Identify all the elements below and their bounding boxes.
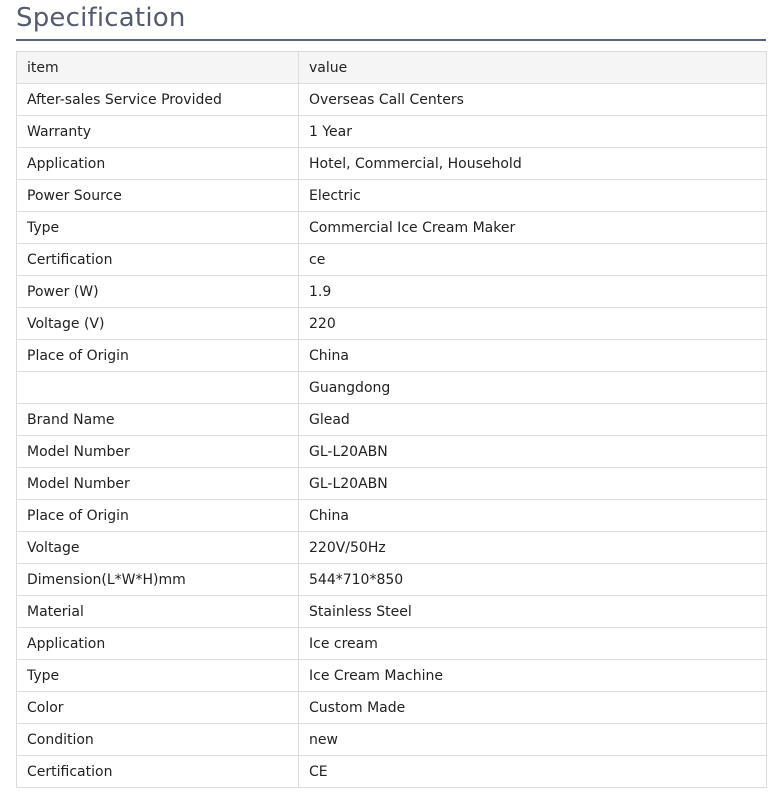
specification-table-body — [17, 52, 767, 788]
spec-value-cell: 220V/50Hz — [299, 532, 767, 564]
table-row — [17, 180, 767, 212]
spec-item-cell: Power (W) — [17, 276, 299, 308]
table-row — [17, 84, 767, 116]
spec-item-cell: Power Source — [17, 180, 299, 212]
table-row — [17, 244, 767, 276]
table-row — [17, 500, 767, 532]
spec-value-cell: Hotel, Commercial, Household — [299, 148, 767, 180]
spec-value-cell: 1.9 — [299, 276, 767, 308]
spec-item-cell: Material — [17, 596, 299, 628]
table-row — [17, 308, 767, 340]
spec-value-cell: 1 Year — [299, 116, 767, 148]
spec-item-cell: Color — [17, 692, 299, 724]
spec-value-cell: Custom Made — [299, 692, 767, 724]
spec-value-cell: GL-L20ABN — [299, 468, 767, 500]
spec-value-cell: Glead — [299, 404, 767, 436]
spec-value-cell: China — [299, 500, 767, 532]
spec-item-cell: Voltage (V) — [17, 308, 299, 340]
spec-item-cell: After-sales Service Provided — [17, 84, 299, 116]
spec-item-cell: Place of Origin — [17, 500, 299, 532]
table-row — [17, 148, 767, 180]
spec-item-cell: Type — [17, 660, 299, 692]
table-row — [17, 564, 767, 596]
table-row — [17, 468, 767, 500]
header-value-cell: value — [299, 52, 767, 84]
spec-value-cell: new — [299, 724, 767, 756]
table-row — [17, 404, 767, 436]
table-row — [17, 116, 767, 148]
spec-value-cell: Guangdong — [299, 372, 767, 404]
table-row — [17, 372, 767, 404]
spec-item-cell: Certification — [17, 244, 299, 276]
spec-value-cell: Ice cream — [299, 628, 767, 660]
spec-item-cell: Model Number — [17, 436, 299, 468]
table-header-row — [17, 52, 767, 84]
spec-value-cell: CE — [299, 756, 767, 788]
spec-item-cell: Type — [17, 212, 299, 244]
spec-value-cell: ce — [299, 244, 767, 276]
spec-value-cell: 544*710*850 — [299, 564, 767, 596]
table-row — [17, 724, 767, 756]
table-row — [17, 340, 767, 372]
table-row — [17, 212, 767, 244]
spec-item-cell: Application — [17, 148, 299, 180]
table-row — [17, 660, 767, 692]
specification-table — [16, 51, 767, 788]
spec-value-cell: GL-L20ABN — [299, 436, 767, 468]
spec-value-cell: 220 — [299, 308, 767, 340]
spec-item-cell: Brand Name — [17, 404, 299, 436]
spec-value-cell: Stainless Steel — [299, 596, 767, 628]
spec-item-cell: Certification — [17, 756, 299, 788]
spec-value-cell: Overseas Call Centers — [299, 84, 767, 116]
table-row — [17, 692, 767, 724]
spec-value-cell: Commercial Ice Cream Maker — [299, 212, 767, 244]
table-row — [17, 628, 767, 660]
spec-item-cell: Voltage — [17, 532, 299, 564]
spec-item-cell: Condition — [17, 724, 299, 756]
spec-value-cell: Ice Cream Machine — [299, 660, 767, 692]
spec-item-cell: Model Number — [17, 468, 299, 500]
spec-item-cell: Warranty — [17, 116, 299, 148]
table-row — [17, 596, 767, 628]
table-row — [17, 532, 767, 564]
header-item-cell: item — [17, 52, 299, 84]
table-row — [17, 436, 767, 468]
spec-item-cell: Application — [17, 628, 299, 660]
table-row — [17, 756, 767, 788]
spec-item-cell — [17, 372, 299, 404]
table-row — [17, 276, 767, 308]
title-divider — [16, 39, 766, 41]
page-title: Specification — [16, 3, 186, 33]
spec-item-cell: Dimension(L*W*H)mm — [17, 564, 299, 596]
spec-item-cell: Place of Origin — [17, 340, 299, 372]
spec-value-cell: Electric — [299, 180, 767, 212]
spec-value-cell: China — [299, 340, 767, 372]
